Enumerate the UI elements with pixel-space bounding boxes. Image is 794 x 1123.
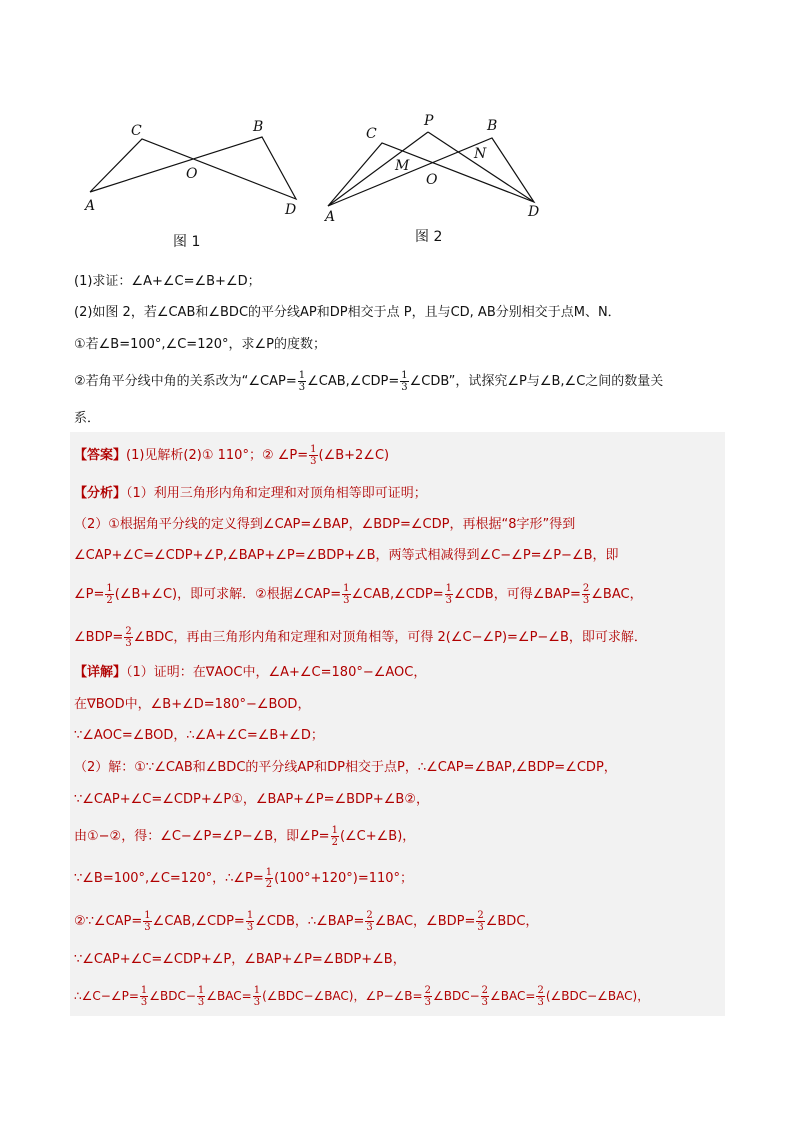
question-part-2: (2)如图 2，若∠CAB和∠BDC的平分线AP和DP相交于点 P，且与CD, AB分别相交于点M、N． bbox=[74, 305, 621, 320]
fraction: $\frac{2}{3}$ bbox=[424, 985, 431, 1008]
fraction: $\frac{2}{3}$ bbox=[537, 985, 544, 1008]
analysis-line-4: ∠P= $\frac{1}{2}$ (∠B+∠C)，即可求解．②根据∠CAP= $\frac{1}{3}$ ∠CAB,∠CDP= $\frac{1}{3}$ ∠CDB，可得∠BAP= $\frac{2}{3}$ ∠BAC， bbox=[74, 583, 643, 606]
figure-1-drawing bbox=[80, 112, 310, 222]
fraction: $\frac{2}{3}$ bbox=[481, 985, 489, 1008]
detail-line-3: ∵∠AOC=∠BOD，∴∠A+∠C=∠B+∠D； bbox=[74, 728, 324, 743]
analysis-line-2: （2）①根据角平分线的定义得到∠CAP=∠BAP，∠BDP=∠CDP，再根据“8字形”得到 bbox=[74, 517, 576, 532]
question-sub-1: ①若∠B=100°,∠C=120°，求∠P的度数； bbox=[74, 337, 326, 352]
detail-line-6: 由①−②，得：∠C−∠P=∠P−∠B，即∠P= $\frac{1}{2}$ (∠C+∠B)， bbox=[74, 825, 416, 848]
detail-line-5: ∵∠CAP+∠C=∠CDP+∠P①，∠BAP+∠P=∠BDP+∠B②， bbox=[74, 792, 429, 807]
fraction: $\frac{1}{3}$ bbox=[246, 910, 254, 933]
fraction: $\frac{1}{3}$ bbox=[310, 444, 317, 467]
fraction: $\frac{1}{3}$ bbox=[253, 985, 261, 1008]
answer-line bbox=[74, 444, 389, 467]
detail-line-8: ②∵∠CAP= $\frac{1}{3}$ ∠CAB,∠CDP= $\frac{1}{3}$ ∠CDB，∴∠BAP= $\frac{2}{3}$ ∠BAC，∠BDP= $\frac{2}{3}$ ∠BDC， bbox=[74, 910, 539, 933]
fraction: $\frac{1}{2}$ bbox=[106, 583, 113, 606]
fig1-label-a: A bbox=[85, 198, 96, 214]
detail-line-9: ∵∠CAP+∠C=∠CDP+∠P，∠BAP+∠P=∠BDP+∠B， bbox=[74, 952, 406, 967]
question-sub-2-text-b: ∠CAB,∠CDP= bbox=[307, 374, 400, 389]
fraction: $\frac{2}{3}$ bbox=[366, 910, 373, 933]
fraction: $\frac{2}{3}$ bbox=[477, 910, 484, 933]
fig1-label-b: B bbox=[253, 119, 264, 135]
analysis-text-1: （1）利用三角形内角和定理和对顶角相等即可证明； bbox=[126, 486, 427, 501]
fig2-label-p: P bbox=[424, 113, 434, 129]
question-sub-2-end: 系． bbox=[74, 411, 101, 426]
analysis-line-3: ∠CAP+∠C=∠CDP+∠P,∠BAP+∠P=∠BDP+∠B，两等式相减得到∠C−∠P=∠P−∠B，即 bbox=[74, 548, 619, 563]
fig2-label-d: D bbox=[528, 204, 540, 220]
question-sub-2-text-a: ②若角平分线中角的关系改为“∠CAP= bbox=[74, 374, 297, 389]
analysis-tag: 【分析】 bbox=[74, 486, 127, 501]
answer-text-b: (∠B+2∠C) bbox=[318, 448, 390, 463]
fig2-label-b: B bbox=[487, 118, 498, 134]
detail-line-7: ∵∠B=100°,∠C=120°，∴∠P= $\frac{1}{2}$ (100°+120°)=110°； bbox=[74, 867, 414, 890]
fraction: $\frac{1}{2}$ bbox=[265, 867, 273, 890]
figure-2-caption: 图 2 bbox=[415, 229, 443, 245]
fraction: $\frac{1}{3}$ bbox=[197, 985, 205, 1008]
figure-1-caption: 图 1 bbox=[173, 234, 201, 250]
fraction: $\frac{1}{3}$ bbox=[140, 985, 148, 1008]
detail-line-1: 【详解】（1）证明：在∇AOC中，∠A+∠C=180°−∠AOC， bbox=[74, 665, 427, 680]
figure-2-drawing bbox=[320, 108, 550, 228]
detail-tag: 【详解】 bbox=[74, 665, 127, 680]
detail-line-2: 在∇BOD中，∠B+∠D=180°−∠BOD， bbox=[74, 697, 311, 712]
fig1-label-o: O bbox=[186, 166, 198, 182]
question-sub-2-text-c: ∠CDB”，试探究∠P与∠B,∠C之间的数量关 bbox=[409, 374, 664, 389]
question-sub-2 bbox=[74, 370, 663, 393]
fraction: $\frac{1}{3}$ bbox=[401, 370, 408, 393]
fig2-label-a: A bbox=[325, 209, 336, 225]
fraction: $\frac{1}{3}$ bbox=[144, 910, 151, 933]
fraction: $\frac{1}{3}$ bbox=[298, 370, 306, 393]
detail-line-10: ∴∠C−∠P= $\frac{1}{3}$ ∠BDC− $\frac{1}{3}$ ∠BAC= $\frac{1}{3}$ (∠BDC−∠BAC)，∠P−∠B= $\frac{2}{3}$ ∠BDC− $\frac{2}{3}$ ∠BAC= $\frac{2}{3}$ (∠BDC−∠BAC)， bbox=[74, 985, 650, 1008]
fraction: $\frac{2}{3}$ bbox=[125, 626, 132, 649]
answer-text-a: (1)见解析(2)① 110°；② ∠P= bbox=[126, 448, 309, 463]
analysis-line-1 bbox=[74, 485, 427, 503]
fraction: $\frac{2}{3}$ bbox=[582, 583, 590, 606]
fraction: $\frac{1}{3}$ bbox=[343, 583, 350, 606]
fig2-label-n: N bbox=[474, 146, 487, 162]
fig2-label-m: M bbox=[395, 158, 410, 174]
fig1-label-c: C bbox=[131, 123, 142, 139]
question-part-1: (1)求证：∠A+∠C=∠B+∠D； bbox=[74, 274, 261, 289]
answer-tag: 【答案】 bbox=[74, 448, 127, 463]
fraction: $\frac{1}{2}$ bbox=[331, 825, 338, 848]
detail-line-4: （2）解：①∵∠CAB和∠BDC的平分线AP和DP相交于点P，∴∠CAP=∠BAP,∠BDP=∠CDP， bbox=[74, 760, 617, 775]
fraction: $\frac{1}{3}$ bbox=[445, 583, 453, 606]
analysis-line-5: ∠BDP= $\frac{2}{3}$ ∠BDC，再由三角形内角和定理和对顶角相等，可得 2(∠C−∠P)=∠P−∠B，即可求解． bbox=[74, 626, 647, 649]
fig2-label-o: O bbox=[426, 172, 438, 188]
figure-2 bbox=[320, 108, 550, 228]
fig1-label-d: D bbox=[285, 202, 297, 218]
fig2-label-c: C bbox=[366, 126, 377, 142]
figure-1 bbox=[80, 112, 310, 222]
